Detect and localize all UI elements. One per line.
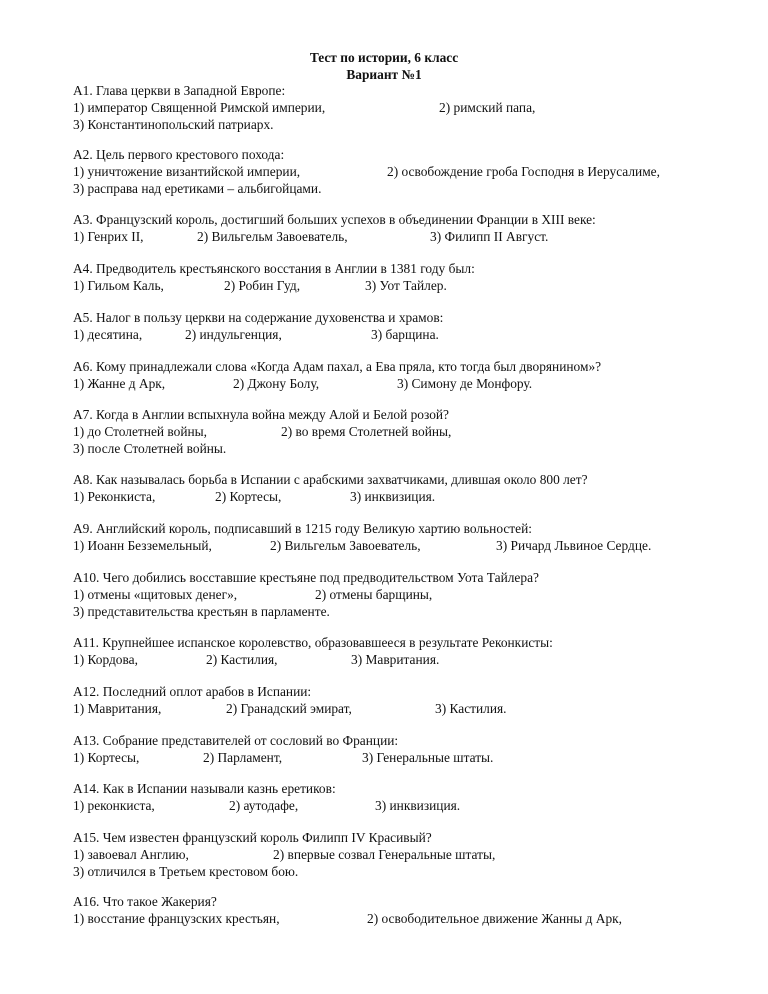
question-text: А14. Как в Испании называли казнь еретиков:: [73, 781, 336, 796]
answer-option: 3) инквизиция.: [350, 488, 436, 504]
answer-option: 3) Мавритания.: [351, 651, 440, 667]
answer-option: 1) Генрих II,: [73, 228, 144, 244]
answer-option: 3) инквизиция.: [375, 797, 461, 813]
answer-option: 1) завоевал Англию,: [73, 846, 189, 862]
question-text: А5. Налог в пользу церкви на содержание духовенства и храмов:: [73, 310, 444, 325]
question-a16: [73, 894, 733, 928]
question-text: А7. Когда в Англии вспыхнула война между Алой и Белой розой?: [73, 407, 450, 422]
answer-option: 1) уничтожение византийской империи,: [73, 163, 301, 179]
answer-option: 2) отмены барщины,: [315, 586, 433, 602]
answer-option: 2) во время Столетней войны,: [281, 423, 452, 439]
answer-option: 3) Уот Тайлер.: [365, 277, 447, 293]
answer-option: 3) Константинопольский патриарх.: [73, 116, 274, 132]
answer-option: 2) Робин Гуд,: [224, 277, 301, 293]
question-a12: [73, 684, 733, 718]
answer-option: 3) Филипп II Август.: [430, 228, 549, 244]
answer-option: 1) Гильом Каль,: [73, 277, 164, 293]
answer-option: 2) Кортесы,: [215, 488, 282, 504]
answer-option: 1) Жанне д Арк,: [73, 375, 166, 391]
question-a6: [73, 359, 733, 393]
answer-option: 1) Реконкиста,: [73, 488, 156, 504]
question-a1: [73, 83, 733, 133]
answer-option: 2) освободительное движение Жанны д Арк,: [367, 910, 623, 926]
answer-option: 2) Гранадский эмират,: [226, 700, 352, 716]
question-text: А16. Что такое Жакерия?: [73, 894, 217, 909]
answer-option: 2) Парламент,: [203, 749, 283, 765]
answer-option: 3) Генеральные штаты.: [362, 749, 494, 765]
answer-option: 2) аутодафе,: [229, 797, 299, 813]
question-a3: [73, 212, 733, 246]
question-text: А11. Крупнейшее испанское королевство, образовавшееся в результате Реконкисты:: [73, 635, 553, 650]
answer-option: 3) Кастилия.: [435, 700, 507, 716]
question-text: А4. Предводитель крестьянского восстания в Англии в 1381 году был:: [73, 261, 475, 276]
answer-option: 1) Иоанн Безземельный,: [73, 537, 212, 553]
answer-option: 1) Мавритания,: [73, 700, 162, 716]
answer-option: 3) после Столетней войны.: [73, 440, 227, 456]
question-text: А13. Собрание представителей от сословий во Франции:: [73, 733, 399, 748]
question-text: А9. Английский король, подписавший в 1215 году Великую хартию вольностей:: [73, 521, 532, 536]
answer-option: 1) восстание французских крестьян,: [73, 910, 280, 926]
answer-option: 3) расправа над еретиками – альбигойцами.: [73, 180, 322, 196]
answer-option: 2) впервые созвал Генеральные штаты,: [273, 846, 496, 862]
answer-option: 1) отмены «щитовых денег»,: [73, 586, 238, 602]
question-text: А3. Французский король, достигший больших успехов в объединении Франции в XIII веке:: [73, 212, 596, 227]
answer-option: 3) представительства крестьян в парламенте.: [73, 603, 330, 619]
answer-option: 1) император Священной Римской империи,: [73, 99, 326, 115]
answer-option: 2) Кастилия,: [206, 651, 278, 667]
answer-option: 1) Кортесы,: [73, 749, 140, 765]
question-text: А2. Цель первого крестового похода:: [73, 147, 285, 162]
answer-option: 1) до Столетней войны,: [73, 423, 208, 439]
test-title: Тест по истории, 6 класс: [309, 50, 459, 65]
question-a5: [73, 310, 733, 344]
answer-option: 1) Кордова,: [73, 651, 138, 667]
answer-option: 2) Вильгельм Завоеватель,: [197, 228, 348, 244]
question-a13: [73, 733, 733, 767]
answer-option: 2) индульгенция,: [185, 326, 282, 342]
answer-option: 2) Вильгельм Завоеватель,: [270, 537, 421, 553]
question-a4: [73, 261, 733, 295]
answer-option: 3) Симону де Монфору.: [397, 375, 533, 391]
answer-option: 1) реконкиста,: [73, 797, 155, 813]
question-a14: [73, 781, 733, 815]
question-a10: [73, 570, 733, 620]
question-a9: [73, 521, 733, 555]
answer-option: 3) барщина.: [371, 326, 439, 342]
question-a8: [73, 472, 733, 506]
answer-option: 2) римский папа,: [439, 99, 536, 115]
question-a2: [73, 147, 733, 197]
question-text: А1. Глава церкви в Западной Европе:: [73, 83, 286, 98]
answer-option: 2) освобождение гроба Господня в Иерусалиме,: [387, 163, 660, 179]
answer-option: 3) отличился в Третьем крестовом бою.: [73, 863, 299, 879]
question-text: А10. Чего добились восставшие крестьяне под предводительством Уота Тайлера?: [73, 570, 539, 585]
question-text: А8. Как называлась борьба в Испании с арабскими захватчиками, длившая около 800 лет?: [73, 472, 588, 487]
question-text: А15. Чем известен французский король Филипп IV Красивый?: [73, 830, 432, 845]
question-text: А12. Последний оплот арабов в Испании:: [73, 684, 312, 699]
answer-option: 3) Ричард Львиное Сердце.: [496, 537, 652, 553]
answer-option: 1) десятина,: [73, 326, 143, 342]
question-a15: [73, 830, 733, 880]
variant-label: Вариант №1: [346, 67, 422, 82]
question-a11: [73, 635, 733, 669]
question-text: А6. Кому принадлежали слова «Когда Адам пахал, а Ева пряла, кто тогда был дворянином»?: [73, 359, 602, 374]
answer-option: 2) Джону Болу,: [233, 375, 320, 391]
question-a7: [73, 407, 733, 457]
